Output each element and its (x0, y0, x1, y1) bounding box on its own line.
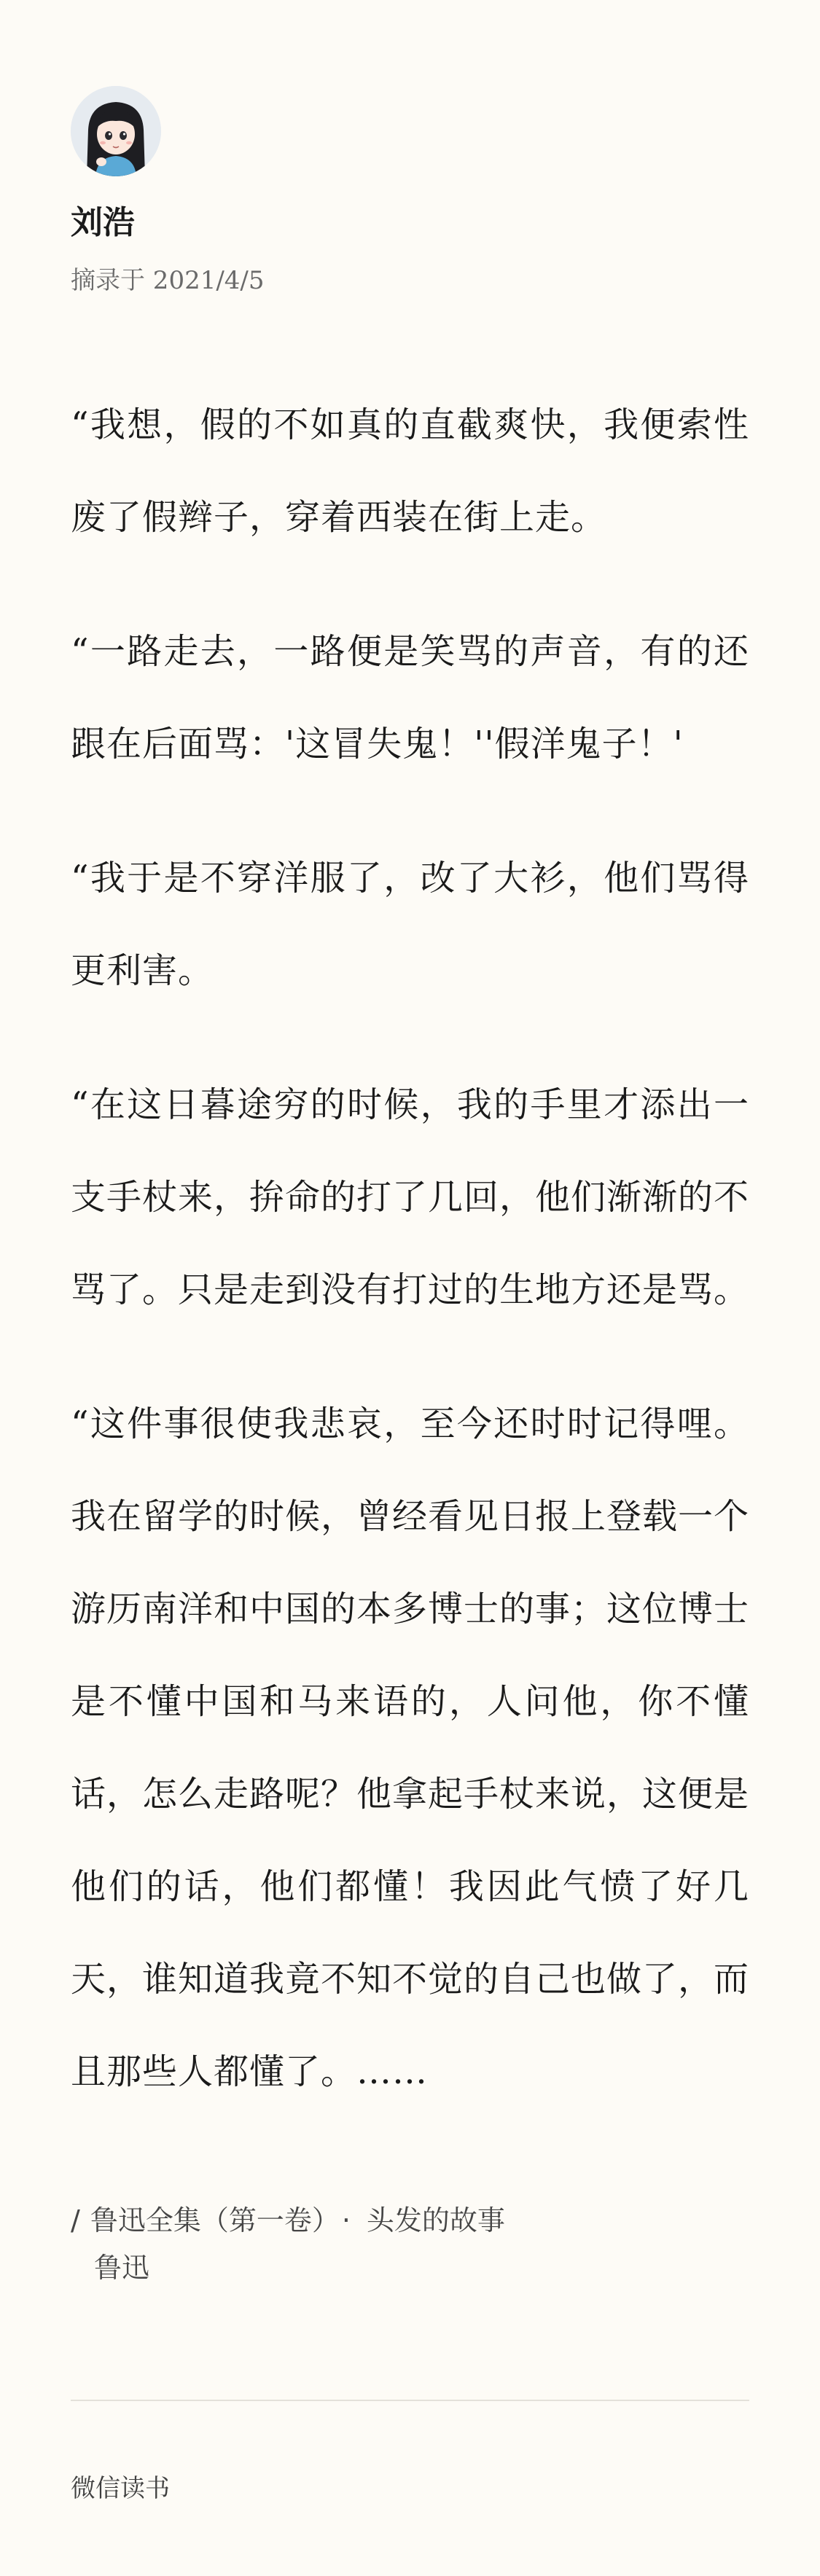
source-separator: · (341, 2204, 351, 2236)
quote-paragraph: “这件事很使我悲哀，至今还时时记得哩。我在留学的时候，曾经看见日报上登载一个游历南洋和中国的本多博士的事；这位博士是不懂中国和马来语的，人问他，你不懂话，怎么走路呢？他拿起手杖来说，这便是他们的话，他们都懂！我因此气愤了好几天，谁知道我竟不知不觉的自己也做了，而且那些人都懂了。…… (71, 1404, 750, 2092)
book-author: 鲁迅 (94, 2252, 150, 2284)
quote-paragraph: “一路走去，一路便是笑骂的声音，有的还跟在后面骂：'这冒失鬼！''假洋鬼子！' (71, 631, 749, 764)
avatar[interactable] (71, 86, 161, 176)
avatar-illustration (71, 86, 161, 176)
book-title[interactable]: 鲁迅全集（第一卷） (90, 2204, 326, 2236)
share-card (71, 0, 749, 2576)
chapter-title[interactable]: 头发的故事 (366, 2204, 505, 2236)
source-line (71, 2201, 505, 2240)
author-name: 刘浩 (71, 204, 135, 241)
footer-divider (71, 2400, 749, 2401)
quote-paragraph: “我于是不穿洋服了，改了大衫，他们骂得更利害。 (71, 858, 749, 991)
excerpt-date: 摘录于 2021/4/5 (71, 266, 265, 295)
source-slash: / (71, 2204, 80, 2236)
quote-paragraph: “在这日暮途穷的时候，我的手里才添出一支手杖来，拚命的打了几回，他们渐渐的不骂了。只是走到没有打过的生地方还是骂。 (71, 1084, 750, 1310)
quote-body (71, 379, 749, 2160)
app-brand: 微信读书 (71, 2474, 170, 2503)
quote-paragraph: “我想，假的不如真的直截爽快，我便索性废了假辫子，穿着西装在街上走。 (71, 404, 749, 538)
